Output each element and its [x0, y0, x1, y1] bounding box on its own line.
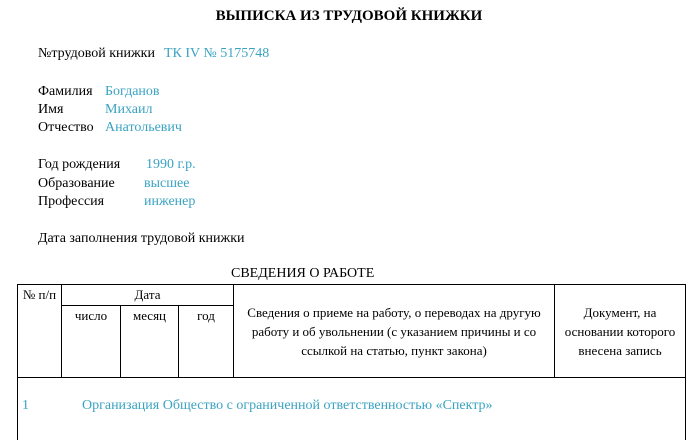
education-value: высшее — [144, 176, 190, 191]
col-day-header: число — [62, 306, 121, 378]
name-label: Имя — [38, 102, 64, 117]
col-year-header: год — [179, 306, 234, 378]
col-info-header: Сведения о приеме на работу, о переводах на другую работу и об увольнении (с указанием причины и со ссылкой на статью, пункт закона) — [234, 285, 555, 378]
col-date-header: Дата — [62, 285, 234, 306]
education-label: Образование — [38, 176, 115, 191]
row-organization: Организация Общество с ограниченной ответственностью «Спектр» — [82, 398, 493, 413]
birth-year-label: Год рождения — [38, 157, 121, 172]
row-number: 1 — [22, 398, 29, 413]
col-number-header: № п/п — [18, 285, 62, 378]
book-number-label: №трудовой книжки — [38, 46, 155, 61]
col-month-header: месяц — [121, 306, 179, 378]
patronymic-value: Анатольевич — [105, 120, 182, 135]
profession-label: Профессия — [38, 194, 105, 209]
name-value: Михаил — [105, 102, 153, 117]
patronymic-label: Отчество — [38, 120, 94, 135]
document-title: ВЫПИСКА ИЗ ТРУДОВОЙ КНИЖКИ — [215, 8, 483, 24]
work-records-table — [17, 284, 686, 440]
profession-value: инженер — [144, 194, 196, 209]
fill-date-label: Дата заполнения трудовой книжки — [38, 231, 245, 246]
birth-year-value: 1990 г.р. — [146, 157, 196, 172]
book-number-value: ТК IV № 5175748 — [164, 46, 270, 61]
surname-value: Богданов — [105, 84, 160, 99]
surname-label: Фамилия — [38, 84, 93, 99]
col-doc-header: Документ, на основании которого внесена запись — [555, 285, 686, 378]
section-title: СВЕДЕНИЯ О РАБОТЕ — [231, 266, 375, 281]
